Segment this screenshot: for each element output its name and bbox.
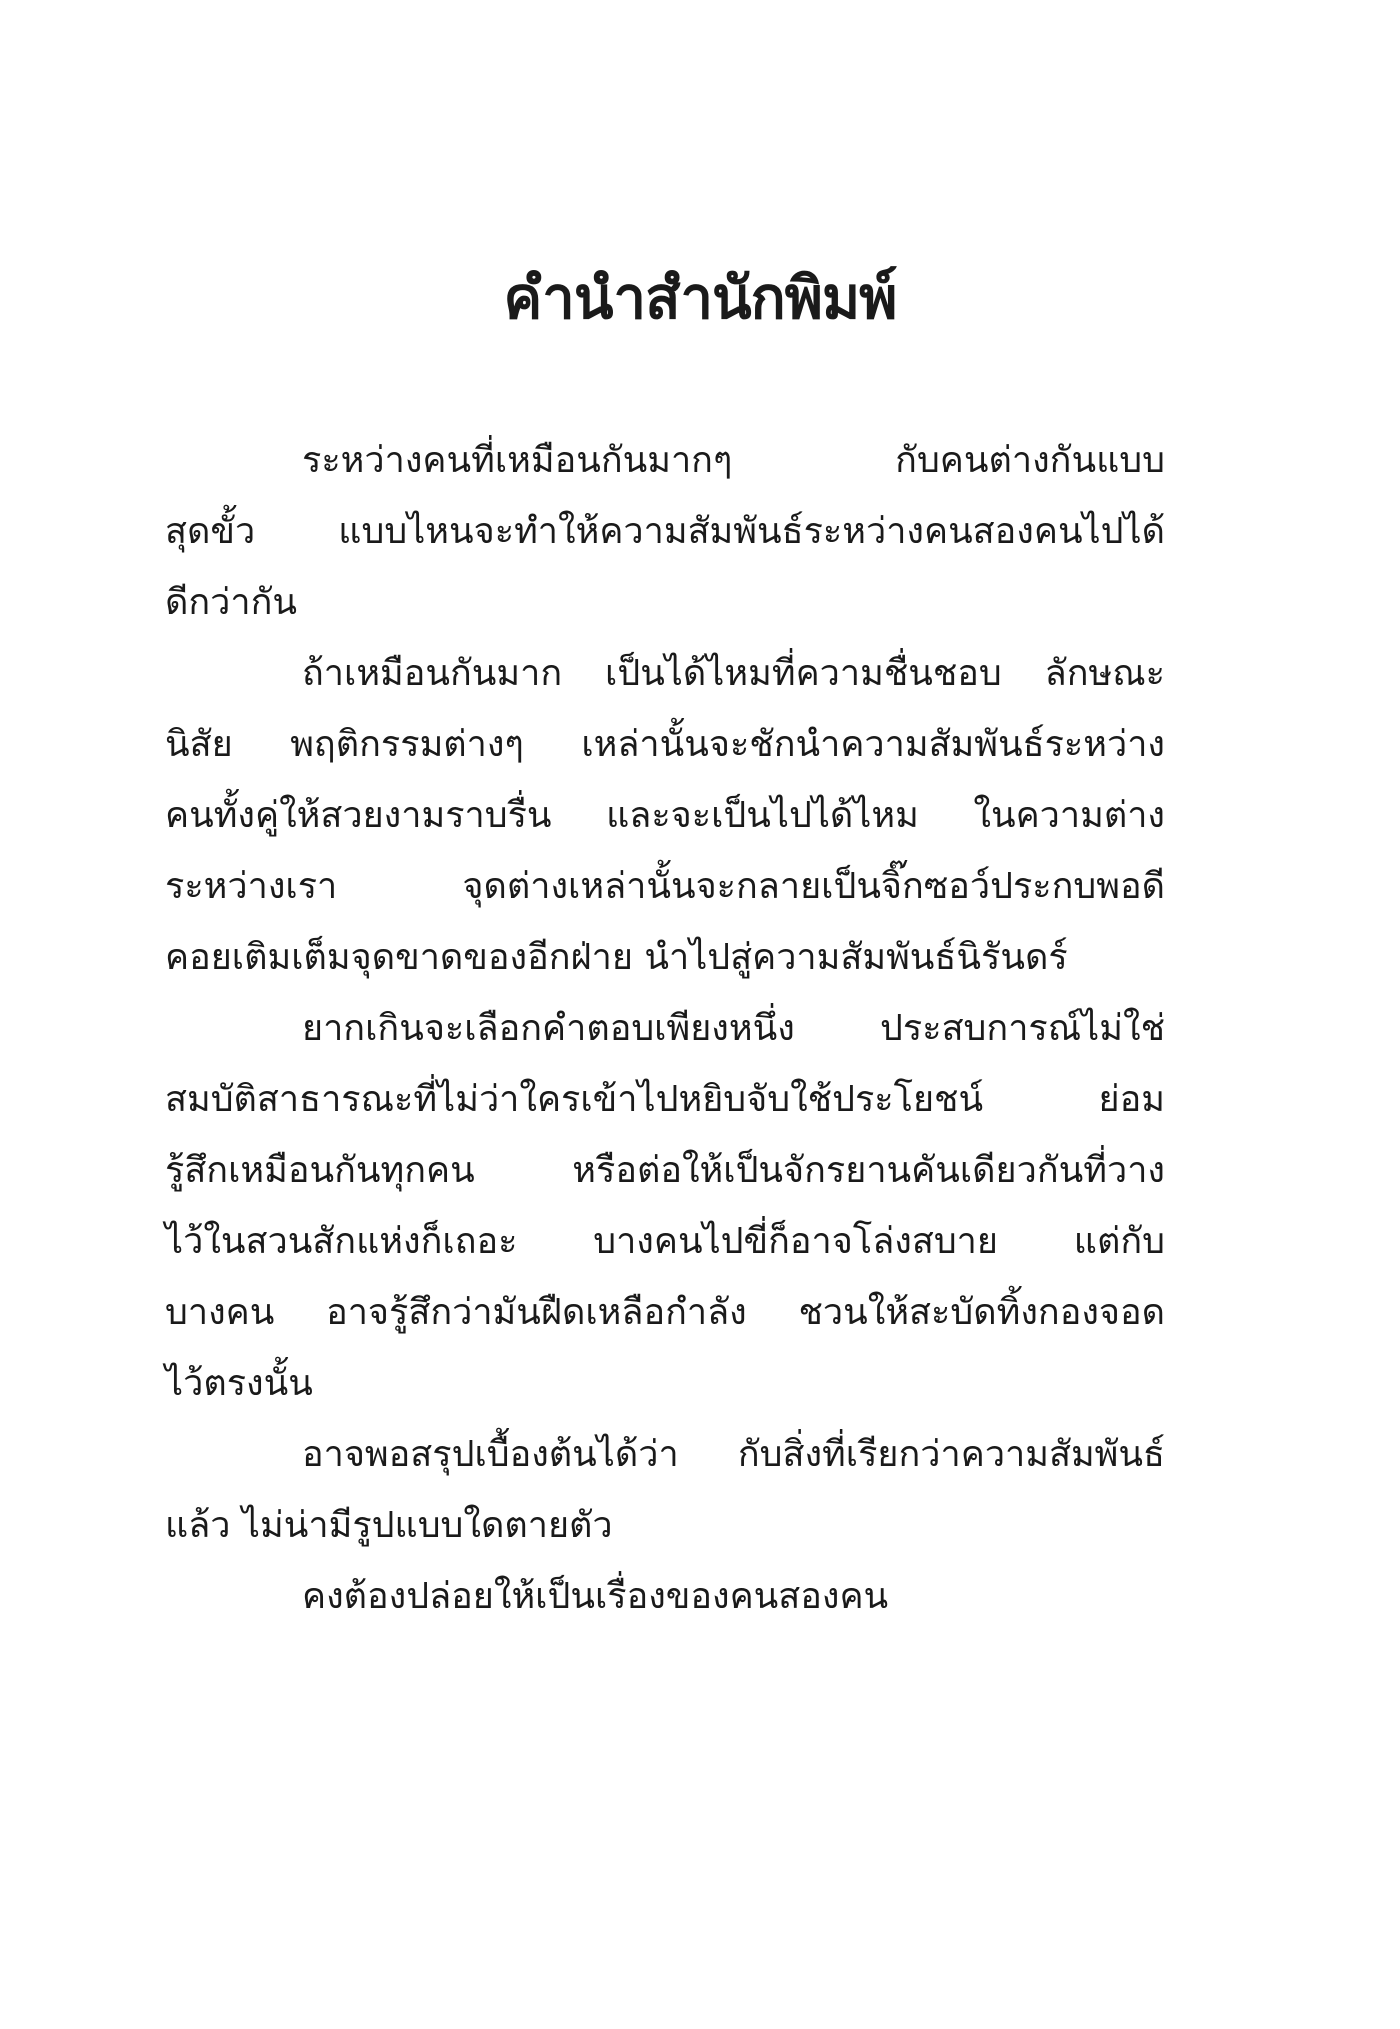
text-line: นิสัย พฤติกรรมต่างๆ เหล่านั้นจะชักนำความสัมพันธ์ระหว่าง — [165, 724, 1165, 765]
text-line: ไว้ในสวนสักแห่งก็เถอะ บางคนไปขี่ก็อาจโล่งสบาย แต่กับ — [165, 1221, 1165, 1262]
page-title: คำนำสำนักพิมพ์ — [503, 264, 897, 332]
text-line: สมบัติสาธารณะที่ไม่ว่าใครเข้าไปหยิบจับใช้ประโยชน์ ย่อม — [165, 1079, 1165, 1120]
text-line: สุดขั้ว แบบไหนจะทำให้ความสัมพันธ์ระหว่างคนสองคนไปได้ — [165, 511, 1165, 552]
text-line: คอยเติมเต็มจุดขาดของอีกฝ่าย นำไปสู่ความสัมพันธ์นิรันดร์ — [165, 937, 1068, 978]
text-line: ยากเกินจะเลือกคำตอบเพียงหนึ่ง ประสบการณ์ไม่ใช่ — [302, 1008, 1165, 1049]
text-line: ระหว่างเรา จุดต่างเหล่านั้นจะกลายเป็นจิ๊กซอว์ประกบพอดี — [165, 866, 1165, 907]
preface-body — [165, 425, 1165, 1632]
text-line: คนทั้งคู่ให้สวยงามราบรื่น และจะเป็นไปได้ไหม ในความต่าง — [165, 795, 1165, 836]
text-line: อาจพอสรุปเบื้องต้นได้ว่า กับสิ่งที่เรียกว่าความสัมพันธ์ — [302, 1434, 1165, 1475]
text-line: คงต้องปล่อยให้เป็นเรื่องของคนสองคน — [302, 1576, 889, 1617]
text-line: ไว้ตรงนั้น — [165, 1363, 313, 1404]
text-line: ดีกว่ากัน — [165, 582, 298, 623]
text-line: แล้ว ไม่น่ามีรูปแบบใดตายตัว — [165, 1505, 613, 1546]
text-line: ระหว่างคนที่เหมือนกันมากๆ กับคนต่างกันแบบ — [302, 440, 1165, 481]
text-line: รู้สึกเหมือนกันทุกคน หรือต่อให้เป็นจักรยานคันเดียวกันที่วาง — [165, 1150, 1165, 1191]
text-line: บางคน อาจรู้สึกว่ามันฝืดเหลือกำลัง ชวนให้สะบัดทิ้งกองจอด — [165, 1292, 1165, 1333]
text-line: ถ้าเหมือนกันมาก เป็นได้ไหมที่ความชื่นชอบ ลักษณะ — [302, 653, 1165, 694]
